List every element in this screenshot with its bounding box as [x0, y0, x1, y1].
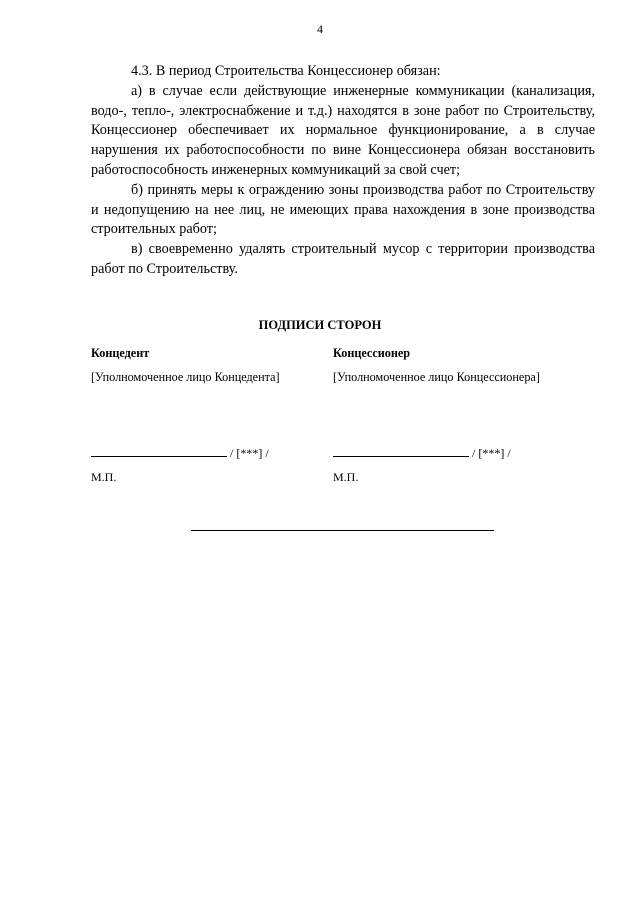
clause-4-3 [91, 62, 595, 280]
clause-item-a: а) в случае если действующие инженерные коммуникации (канализация, водо-, тепло-, электроснабжение и т.д.) находятся в зоне работ по Строительству, Концессионер обеспечивает их нормальное функционирование, а в случае нарушения их работоспособности по вине Концессионера обязан восстановить работоспособность инженерных коммуникаций за свой счет; [91, 82, 595, 178]
concessionaire-name: Концессионер [333, 346, 411, 360]
clause-intro: 4.3. В период Строительства Концессионер обязан: [131, 63, 441, 79]
grantor-representative: [Уполномоченное лицо Концедента] [91, 370, 280, 384]
grantor-signature-line [91, 444, 269, 461]
grantor-name: Концедент [91, 346, 150, 360]
concessionaire-block [333, 346, 540, 385]
signatures-heading: ПОДПИСИ СТОРОН [258, 318, 382, 332]
end-divider [191, 530, 494, 531]
grantor-signature-rule [91, 444, 227, 457]
page-number: 4 [317, 22, 323, 36]
concessionaire-signature-line [333, 444, 511, 461]
concessionaire-seal-mark: М.П. [333, 470, 359, 484]
grantor-block [91, 346, 280, 385]
concessionaire-signature-placeholder: / [***] / [472, 446, 511, 460]
clause-item-c: в) своевременно удалять строительный мусор с территории производства работ по Строительству. [91, 241, 595, 277]
concessionaire-signature-rule [333, 444, 469, 457]
grantor-seal-mark: М.П. [91, 470, 117, 484]
grantor-signature-placeholder: / [***] / [230, 446, 269, 460]
concessionaire-representative: [Уполномоченное лицо Концессионера] [333, 370, 540, 384]
clause-item-b: б) принять меры к ограждению зоны производства работ по Строительству и недопущению на нее лиц, не имеющих права нахождения в зоне производства строительных работ; [91, 181, 595, 238]
